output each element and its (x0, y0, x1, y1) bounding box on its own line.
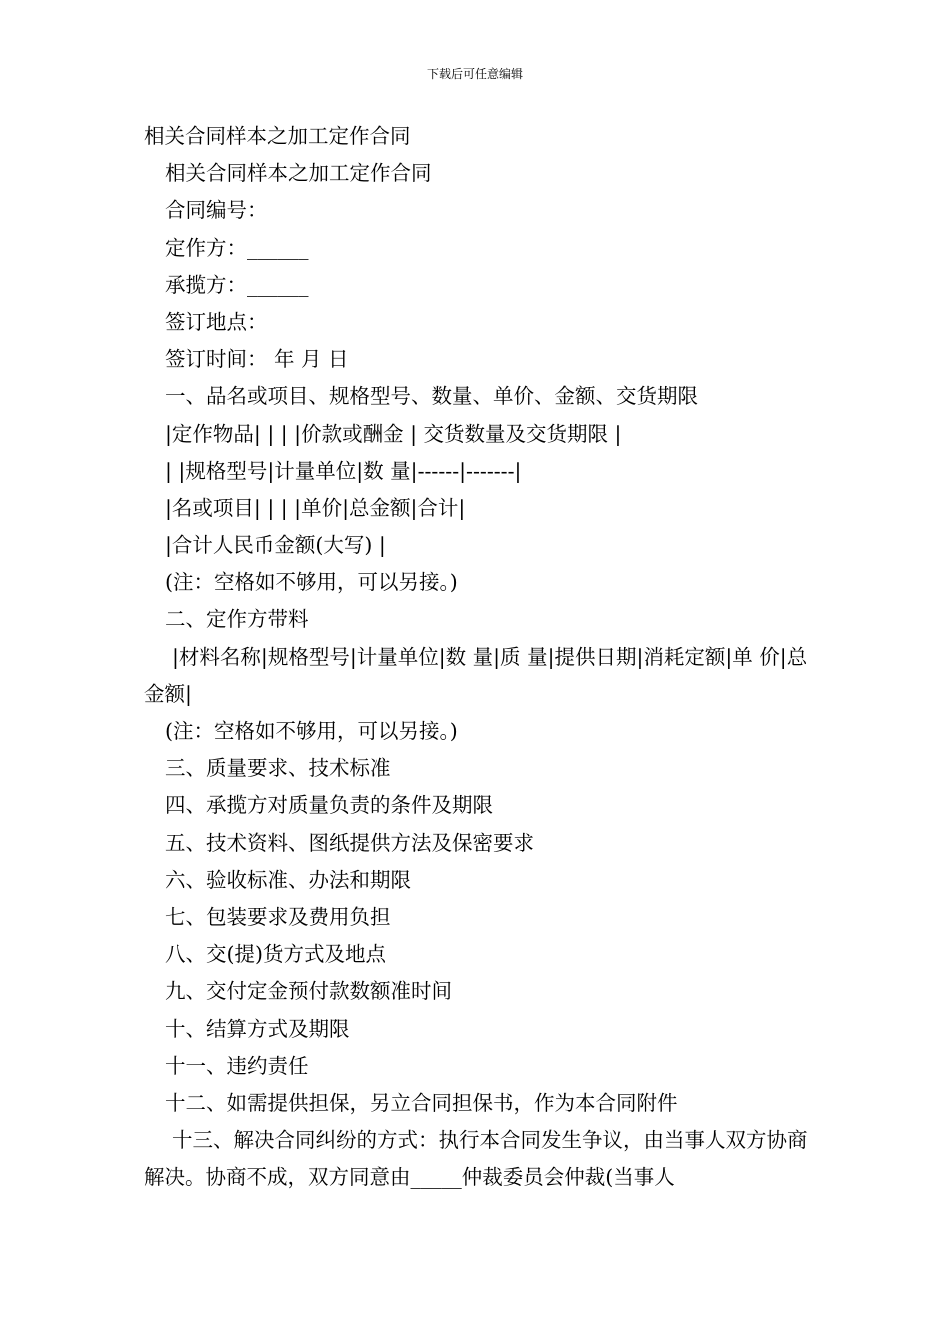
table1-row-4: |合计人民币金额(大写) | (165, 533, 386, 558)
table1-row-3: |名或项目| | | |单价|总金额|合计| (165, 495, 466, 520)
section-10-heading: 十、结算方式及期限 (165, 1016, 350, 1041)
orderer-field: 定作方：______ (165, 235, 309, 260)
section-7-heading: 七、包装要求及费用负担 (165, 904, 391, 929)
table1-row-1: |定作物品| | | |价款或酬金 | 交货数量及交货期限 | (165, 421, 622, 446)
section-9-heading: 九、交付定金预付款数额准时间 (165, 979, 452, 1004)
sign-time-field: 签订时间： 年 月 日 (165, 347, 349, 372)
section-4-heading: 四、承揽方对质量负责的条件及期限 (165, 793, 493, 818)
contract-document (144, 118, 812, 1197)
section-3-heading: 三、质量要求、技术标准 (165, 756, 391, 781)
section-11-heading: 十一、违约责任 (165, 1053, 309, 1078)
section-13-paragraph: 十三、解决合同纠纷的方式：执行本合同发生争议，由当事人双方协商解决。协商不成，双方同意由_____仲裁委员会仲裁(当事人 (144, 1128, 808, 1190)
page-header-note: 下载后可任意编辑 (426, 67, 523, 81)
section-2-heading: 二、定作方带料 (165, 607, 309, 632)
section-6-heading: 六、验收标准、办法和期限 (165, 867, 411, 892)
section-5-heading: 五、技术资料、图纸提供方法及保密要求 (165, 830, 534, 855)
section-1-heading: 一、品名或项目、规格型号、数量、单价、金额、交货期限 (165, 384, 698, 409)
table2-header-row: |材料名称|规格型号|计量单位|数 量|质 量|提供日期|消耗定额|单 价|总金额| (144, 644, 808, 706)
section-12-heading: 十二、如需提供担保，另立合同担保书，作为本合同附件 (165, 1090, 678, 1115)
sign-place-field: 签订地点： (165, 309, 268, 334)
document-title: 相关合同样本之加工定作合同 (144, 124, 411, 148)
note-1: (注：空格如不够用，可以另接。) (165, 570, 458, 595)
document-subtitle: 相关合同样本之加工定作合同 (165, 161, 432, 186)
note-2: (注：空格如不够用，可以另接。) (165, 719, 458, 744)
contractor-field: 承揽方：______ (165, 272, 309, 297)
contract-number-field: 合同编号： (165, 198, 268, 223)
table1-row-2: | |规格型号|计量单位|数 量|------|-------| (165, 458, 522, 483)
section-8-heading: 八、交(提)货方式及地点 (165, 942, 386, 967)
